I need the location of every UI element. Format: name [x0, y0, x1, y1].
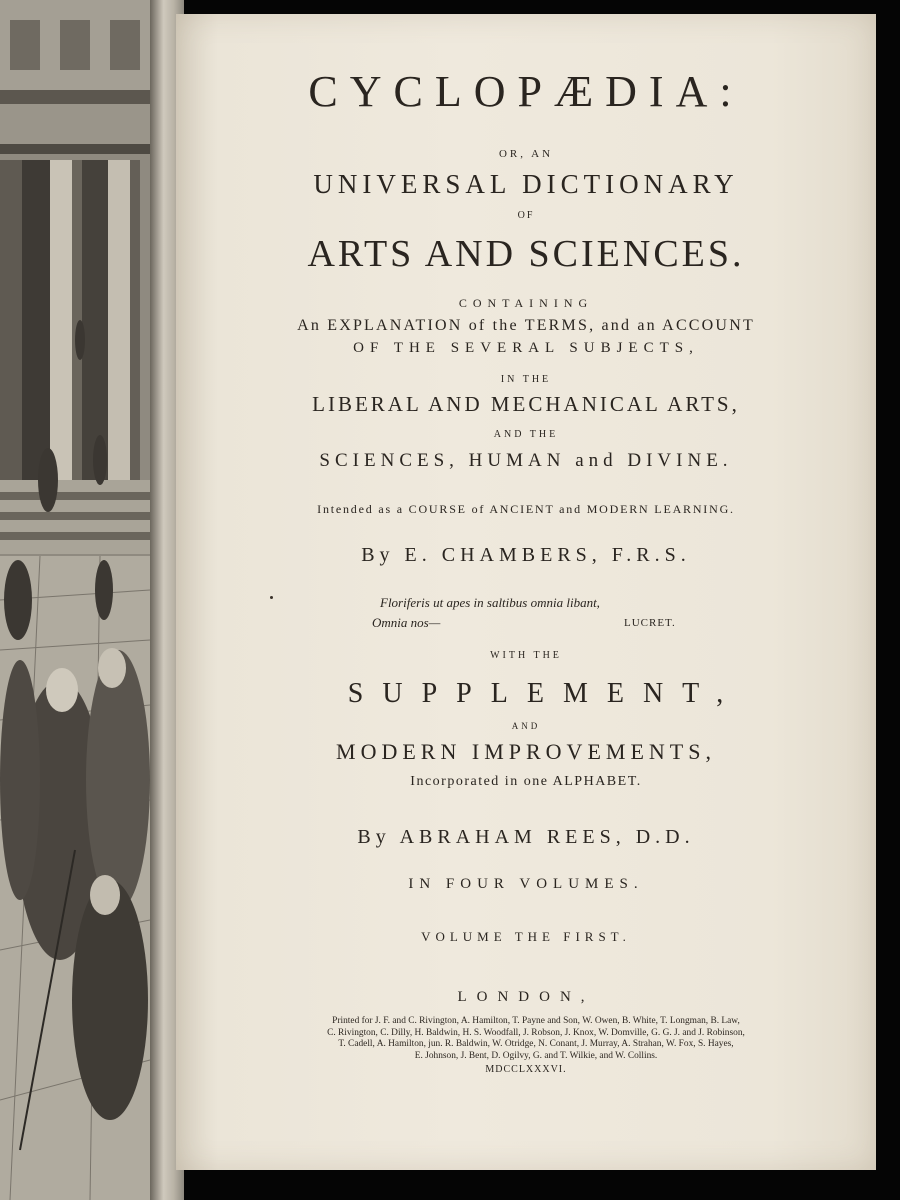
author-rees: By ABRAHAM REES, D.D. — [357, 826, 695, 848]
place-of-publication: LONDON, — [457, 989, 595, 1005]
and-the-line: AND THE — [493, 429, 559, 440]
supplement-line: SUPPLEMENT, — [347, 678, 743, 709]
imprint-line: C. Rivington, C. Dilly, H. Baldwin, H. S. Woodfall, J. Robson, J. Knox, W. Domville, G. G. J. and J. Robinson, — [327, 1027, 745, 1038]
incorporated-line: Incorporated in one ALPHABET. — [410, 774, 642, 789]
intended-line: Intended as a COURSE of ANCIENT and MODERN LEARNING. — [317, 502, 735, 516]
imprint-line: E. Johnson, J. Bent, D. Ogilvy, G. and T. Wilkie, and W. Collins. — [414, 1050, 658, 1061]
subtitle-or-an: OR, AN — [498, 148, 554, 160]
modern-improvements-line: MODERN IMPROVEMENTS, — [336, 739, 716, 764]
with-the-line: WITH THE — [490, 650, 562, 661]
several-subjects-line: OF THE SEVERAL SUBJECTS, — [353, 340, 699, 356]
containing-line: CONTAINING — [458, 296, 594, 310]
subtitle-universal-dictionary: UNIVERSAL DICTIONARY — [313, 169, 739, 199]
explanation-line: An EXPLANATION of the TERMS, and an ACCOUNT — [297, 317, 755, 334]
imprint-line: T. Cadell, A. Hamilton, jun. R. Baldwin, W. Otridge, N. Conant, J. Murray, A. Strahan, W. Fox, S. Hayes, — [338, 1039, 734, 1050]
title-page — [176, 14, 876, 1170]
ink-mark — [270, 596, 273, 599]
motto-line-1: Floriferis ut apes in saltibus omnia libant, — [380, 595, 600, 610]
sciences-line: SCIENCES, HUMAN and DIVINE. — [319, 450, 733, 471]
book-title: CYCLOPÆDIA: — [308, 67, 744, 116]
imprint-line: Printed for J. F. and C. Rivington, A. Hamilton, T. Payne and Son, W. Owen, B. White, T. Longman, B. Law, — [332, 1016, 740, 1026]
motto-source: LUCRET. — [624, 617, 676, 629]
author-chambers: By E. CHAMBERS, F.R.S. — [361, 544, 691, 566]
and-line: AND — [511, 721, 541, 731]
volumes-line: IN FOUR VOLUMES. — [408, 876, 644, 892]
subtitle-arts-and-sciences: ARTS AND SCIENCES. — [307, 233, 745, 275]
motto-line-2: Omnia nos— — [372, 615, 441, 630]
in-the-line: IN THE — [500, 374, 552, 385]
subtitle-of: OF — [517, 210, 535, 221]
printer-imprint — [256, 1016, 816, 1062]
publication-year: MDCCLXXXVI. — [485, 1064, 567, 1075]
liberal-arts-line: LIBERAL AND MECHANICAL ARTS, — [312, 392, 740, 416]
volume-line: VOLUME THE FIRST. — [421, 929, 631, 944]
